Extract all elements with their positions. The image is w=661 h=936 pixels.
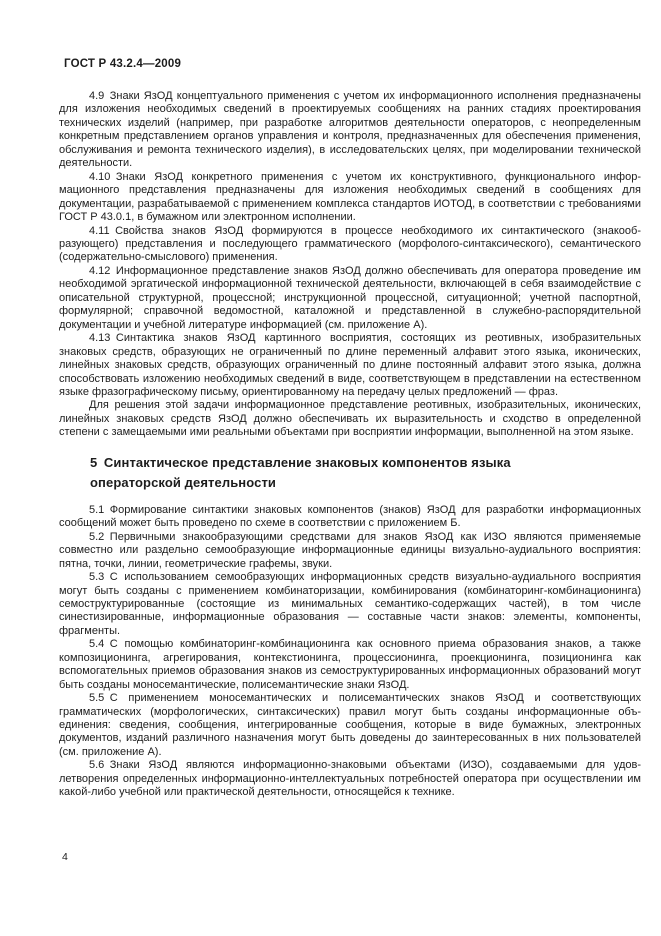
- section-5-heading-line-2: операторской деятельности: [90, 474, 277, 490]
- paragraph-5-4: 5.4 С помощью комбинаторинг-комбинационинга как основного приема образования знаков, а также композиционинга, агрегирования, контекстионинга, процессионинга, проекционинга, позиционинга как вспомогательных приемов образования знаков из семоструктурированных информационных образований могут быть созданы моносемантические, полисемантические знаки ЯзОД.: [59, 638, 641, 691]
- paragraph-5-1: 5.1 Формирование синтактики знаковых компонентов (знаков) ЯзОД для разработки информационных сообщений может быть проведено по схеме в соответствии с приложением Б.: [59, 503, 641, 530]
- paragraph-4-13-continuation: Для решения этой задачи информационное представление реотивных, изобразительных, иконических, линейных знаковых средств ЯзОД должно обеспечивать их выразительность и сходство в определенной степени с замещаемыми ими реальными объектами при восприятии информации, выполненной на этом языке.: [59, 399, 641, 439]
- paragraph-4-10: 4.10 Знаки ЯзОД конкретного применения с учетом их конструктивного, функционального информационного представления предназначены для изложения необходимых сведений в сообщениях для документации, разрабатываемой с применением комплекса стандартов ИОТОД, в соответствии с требованиями ГОСТ Р 43.0.1, в бумажном или электронном исполнении.: [59, 170, 641, 224]
- document-standard-designation: ГОСТ Р 43.2.4—2009: [64, 58, 182, 70]
- page-number: 4: [62, 851, 68, 863]
- document-body: [59, 90, 641, 800]
- paragraph-5-5: 5.5 С применением моносемантических и полисемантических знаков ЯзОД и соответствующих грамматических (морфологических, синтаксических) правил могут быть созданы информационные объединения: сведения, сообщения, интегрированные сообщения, которые в виде бумажных, электронных документов, изданий различного назначения могут быть доведены до заинтересованных в них пользователей (см. приложение А).: [59, 692, 641, 758]
- paragraph-5-6: 5.6 Знаки ЯзОД являются информационно-знаковыми объектами (ИЗО), создаваемыми для удовлетворения определенных информационно-интеллектуальных потребностей оператора при осуществлении им какой-либо учебной или практической деятельности, относящейся к технике.: [59, 759, 641, 799]
- paragraph-5-3: 5.3 С использованием семообразующих информационных средств визуально-аудиального восприятия могут быть созданы с применением комбинаторизации, комбинирования (комбинаторинг-комбинационинга) семоструктурированные (состоящие из минимальных семантико-содержащих частей), в том числе синестизированные, информационные образования — составные части знаков: элементы, компоненты, фрагменты.: [59, 571, 641, 637]
- section-5-heading-line-1: 5 Синтактическое представление знаковых компонентов языка: [90, 454, 511, 470]
- paragraph-5-2: 5.2 Первичными знакообразующими средствами для знаков ЯзОД как ИЗО являются применяемые совместно или раздельно семообразующие информационные единицы визуально-аудиального восприятия: пятна, точки, линии, геометрические графемы, звуки.: [59, 530, 641, 570]
- paragraph-4-11: 4.11 Свойства знаков ЯзОД формируются в процессе необходимого их синтактического (знакообразующего) представления и последующего грамматического (морфолого-синтаксического), семантического (содержательно-смыслового) применения.: [59, 224, 641, 264]
- section-5-heading: [59, 453, 641, 493]
- paragraph-4-13: 4.13 Синтактика знаков ЯзОД картинного восприятия, состоящих из реотивных, изобразительных знаковых средств, образующих не ограниченный по длине переменный алфавит этого языка, иконических, линейных знаковых средств, образующих ограниченный по длине постоянный алфавит этого языка, должна способствовать изложению необходимых сведений в виде, соответствующем в представлении на естественном языке фразографическому письму, ориентированному на передачу целых предложений — фраз.: [59, 332, 641, 398]
- paragraph-4-9: 4.9 Знаки ЯзОД концептуального применения с учетом их информационного исполнения предназначены для изложения необходимых сведений в проектируемых сообщениях на ранних стадиях проектирования технических изделий (например, при разработке алгоритмов деятельности операторов, с неопределенным конкретным представлением органов управления и контроля, предназначенных для обеспечения применения, обслуживания и ремонта технического изделия), в исследовательских целях, при моделировании технической деятельности.: [59, 90, 641, 170]
- paragraph-4-12: 4.12 Информационное представление знаков ЯзОД должно обеспечивать для оператора проведение им необходимой эргатической информационной технической деятельности, включающей в себя взаимодействие с описательной структурной, процессной; инструкционной процессной, ситуационной; учетной паспортной, формулярной; справочной ведомостной, каталожной и представленной в служебно-распорядительной документации и учебной литературе информацией (см. приложение А).: [59, 264, 641, 331]
